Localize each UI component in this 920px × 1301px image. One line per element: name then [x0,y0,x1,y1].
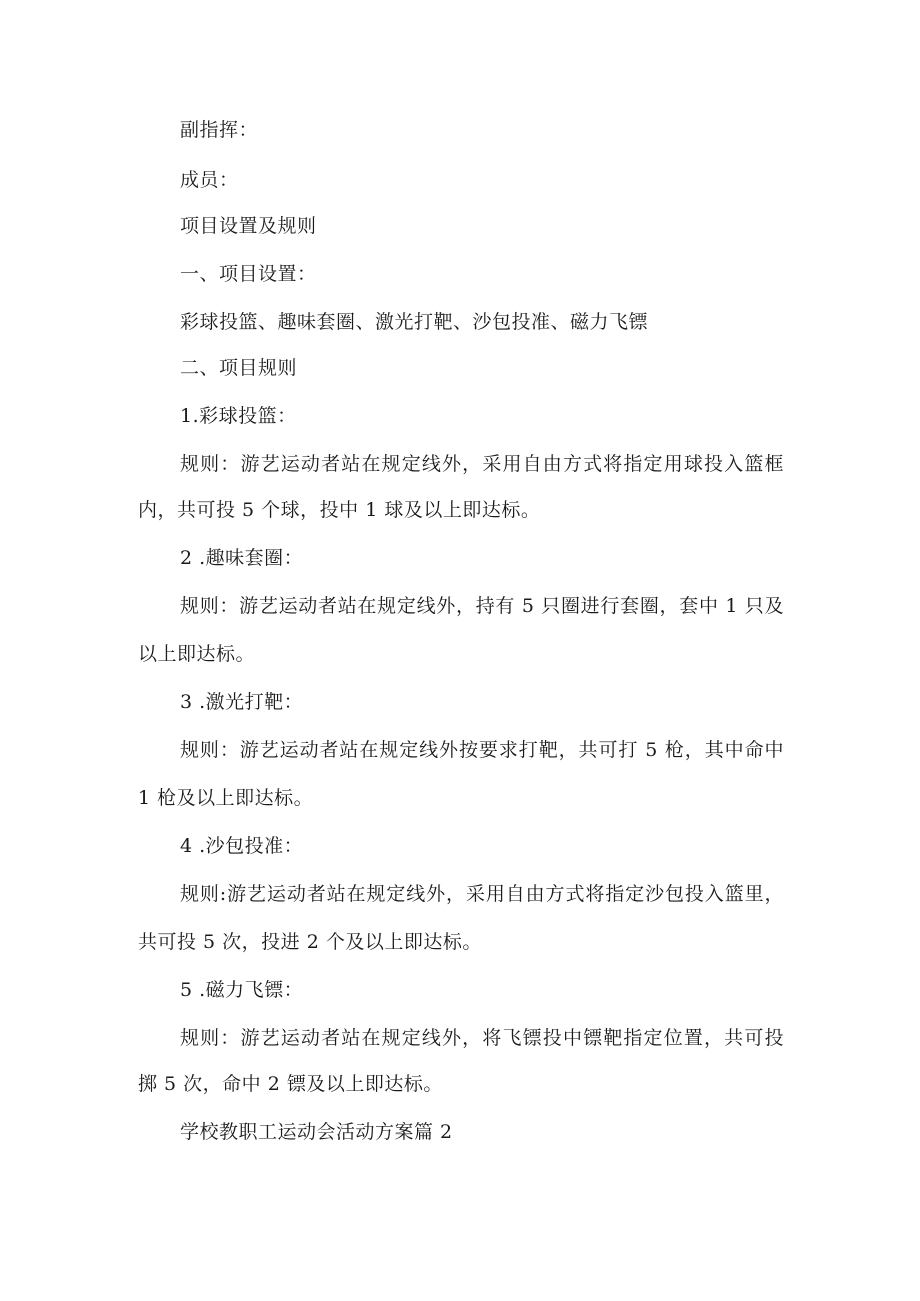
paragraph-line: 共可投 5 次，投进 2 个及以上即达标。 [138,931,482,953]
paragraph-line: 规则：游艺运动者站在规定线外，采用自由方式将指定用球投入篮框 [180,453,784,475]
paragraph-line: 1 枪及以上即达标。 [138,787,314,809]
paragraph-line: 规则：游艺运动者站在规定线外按要求打靶，共可打 5 枪，其中命中 [180,739,784,761]
item-heading-5: 5 .磁力飞镖： [180,979,304,1001]
paragraph-line: 规则:游艺运动者站在规定线外，采用自由方式将指定沙包投入篮里， [180,883,784,905]
paragraph-line: 以上即达标。 [138,643,256,665]
item-heading-2: 2 .趣味套圈： [180,547,304,569]
section-heading: 项目设置及规则 [180,215,317,237]
paragraph-line: 规则：游艺运动者站在规定线外，将飞镖投中镖靶指定位置，共可投 [180,1027,784,1049]
subsection-heading-2: 二、项目规则 [180,357,298,379]
paragraph-line: 内，共可投 5 个球，投中 1 球及以上即达标。 [138,499,541,521]
paragraph-line: 掷 5 次，命中 2 镖及以上即达标。 [138,1073,443,1095]
paragraph-line: 彩球投篮、趣味套圈、激光打靶、沙包投准、磁力飞镖 [180,311,649,333]
members-label: 成员： [180,169,239,191]
next-chapter-title: 学校教职工运动会活动方案篇 2 [180,1121,453,1143]
vice-commander-label: 副指挥： [180,119,259,141]
item-heading-1: 1.彩球投篮： [180,405,297,427]
item-heading-4: 4 .沙包投准： [180,835,304,857]
paragraph-line: 规则：游艺运动者站在规定线外，持有 5 只圈进行套圈，套中 1 只及 [180,595,784,617]
subsection-heading-1: 一、项目设置： [180,263,317,285]
item-heading-3: 3 .激光打靶： [180,691,304,713]
